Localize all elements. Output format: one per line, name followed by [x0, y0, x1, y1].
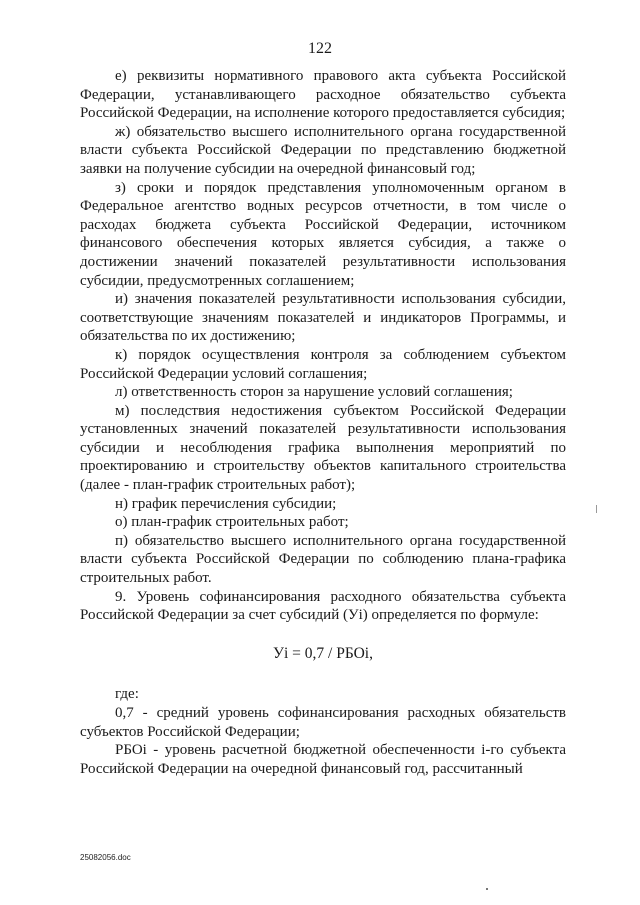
formula: Уi = 0,7 / РБОi, [273, 644, 373, 662]
paragraph-zh: ж) обязательство высшего исполнительного органа государственной власти субъекта Российской Федерации по представлению бюджетной заявки на получение субсидии на очередной финансовый год; [80, 123, 566, 177]
paragraph-rboi: РБОi - уровень расчетной бюджетной обеспеченности i-го субъекта Российской Федерации на очередной финансовый год, рассчитанный [80, 742, 566, 777]
paragraph-m: м) последствия недостижения субъектом Российской Федерации установленных значений показателей результативности использования субсидии и несоблюдения графика выполнения мероприятий по проектированию и строительству объектов капитального строительства (далее - план-график строительных работ); [80, 402, 566, 494]
scan-speck [486, 888, 488, 890]
paragraph-o: о) план-график строительных работ; [115, 514, 349, 531]
document-body [80, 67, 566, 778]
paragraph-k: к) порядок осуществления контроля за соблюдением субъектом Российской Федерации условий соглашения; [80, 346, 566, 382]
paragraph-n: н) график перечисления субсидии; [115, 495, 337, 512]
footer-file-name: 25082056.doc [80, 853, 131, 862]
paragraph-z: з) сроки и порядок представления уполномоченным органом в Федеральное агентство водных ресурсов отчетности, в том числе о расходах бюджета субъекта Российской Федерации, источником финансового обеспечения которых является субсидия, а также о достижении значений показателей результативности использования субсидии, предусмотренных соглашением; [80, 179, 566, 289]
paragraph-coefficient: 0,7 - средний уровень софинансирования расходных обязательств субъектов Российской Федерации; [80, 705, 566, 740]
paragraph-i: и) значения показателей результативности использования субсидии, соответствующие значениям показателей и индикаторов Программы, и обязательства по их достижению; [80, 291, 566, 345]
paragraph-p: п) обязательство высшего исполнительного органа государственной власти субъекта Российской Федерации по соблюдению плана-графика строительных работ. [80, 532, 566, 587]
paragraph-e: е) реквизиты нормативного правового акта субъекта Российской Федерации, устанавливающего расходное обязательство субъекта Российской Федерации, на исполнение которого предоставляется субсидия; [80, 68, 566, 122]
paragraph-9: 9. Уровень софинансирования расходного обязательства субъекта Российской Федерации за счет субсидий (Уi) определяется по формуле: [80, 588, 566, 624]
scan-speck [596, 505, 597, 513]
page-number: 122 [308, 40, 332, 57]
paragraph-where: где: [115, 686, 139, 703]
paragraph-l: л) ответственность сторон за нарушение условий соглашения; [115, 384, 513, 401]
